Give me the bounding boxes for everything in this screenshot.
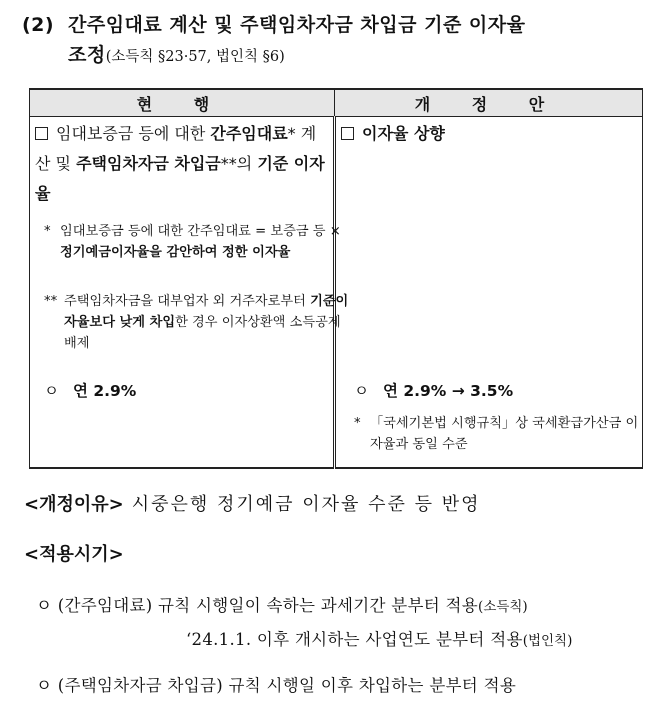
revised-note: * 「국세기본법 시행규칙」상 국세환급가산금 이자율과 동일 수준 [354, 416, 639, 452]
section-number: (2) [22, 14, 55, 36]
heading-reference: (소득칙 §23·57, 법인칙 §6) [105, 49, 285, 65]
reason-label: <개정이유> [24, 494, 124, 515]
checkbox-square-icon [35, 127, 48, 140]
current-rate: ㅇ 연 2.9% [44, 382, 137, 400]
revised-main-text: 이자율 상향 [336, 117, 642, 149]
section-heading [22, 10, 652, 72]
bullet-circle-icon: ㅇ [36, 596, 53, 615]
bullet-circle-icon: ㅇ [36, 676, 53, 695]
header-revised: 개 정 안 [335, 89, 643, 117]
apply-item-1: ㅇ (간주임대료) 규칙 시행일이 속하는 과세기간 분부터 적용(소득칙) [36, 596, 528, 615]
revised-cell [335, 117, 643, 469]
comparison-table [29, 88, 643, 469]
revision-reason [24, 490, 481, 516]
current-note-2: ** 주택임차자금을 대부업자 외 거주자로부터 기준이자율보다 낮게 차입한 경우 이자상환액 소득공제 배제 [44, 294, 349, 351]
heading-line2: 조정 [68, 44, 106, 66]
apply-item-2: ㅇ (주택임차자금 차입금) 규칙 시행일 이후 차입하는 분부터 적용 [36, 676, 517, 695]
heading-line1: 간주임대료 계산 및 주택임차자금 차입금 기준 이자율 [68, 14, 526, 36]
apply-item-1-corporate: ‘24.1.1. 이후 개시하는 사업연도 분부터 적용(법인칙) [186, 630, 573, 649]
header-current: 현 행 [30, 89, 335, 117]
checkbox-square-icon [341, 127, 354, 140]
current-cell [30, 117, 349, 469]
current-main-text: 임대보증금 등에 대한 간주임대료* 계산 및 주택임차자금 차입금**의 기준 이자율 [35, 124, 325, 203]
reason-text: 시중은행 정기예금 이자율 수준 등 반영 [131, 494, 481, 515]
bullet-circle-icon: ㅇ [354, 382, 369, 400]
apply-label: <적용시기> [24, 544, 124, 565]
revised-rate: ㅇ 연 2.9% → 3.5% [354, 382, 514, 400]
bullet-circle-icon: ㅇ [44, 382, 59, 400]
current-note-1: * 임대보증금 등에 대한 간주임대료 = 보증금 등 × 정기예금이자율을 감안하여 정한 이자율 [44, 224, 341, 260]
